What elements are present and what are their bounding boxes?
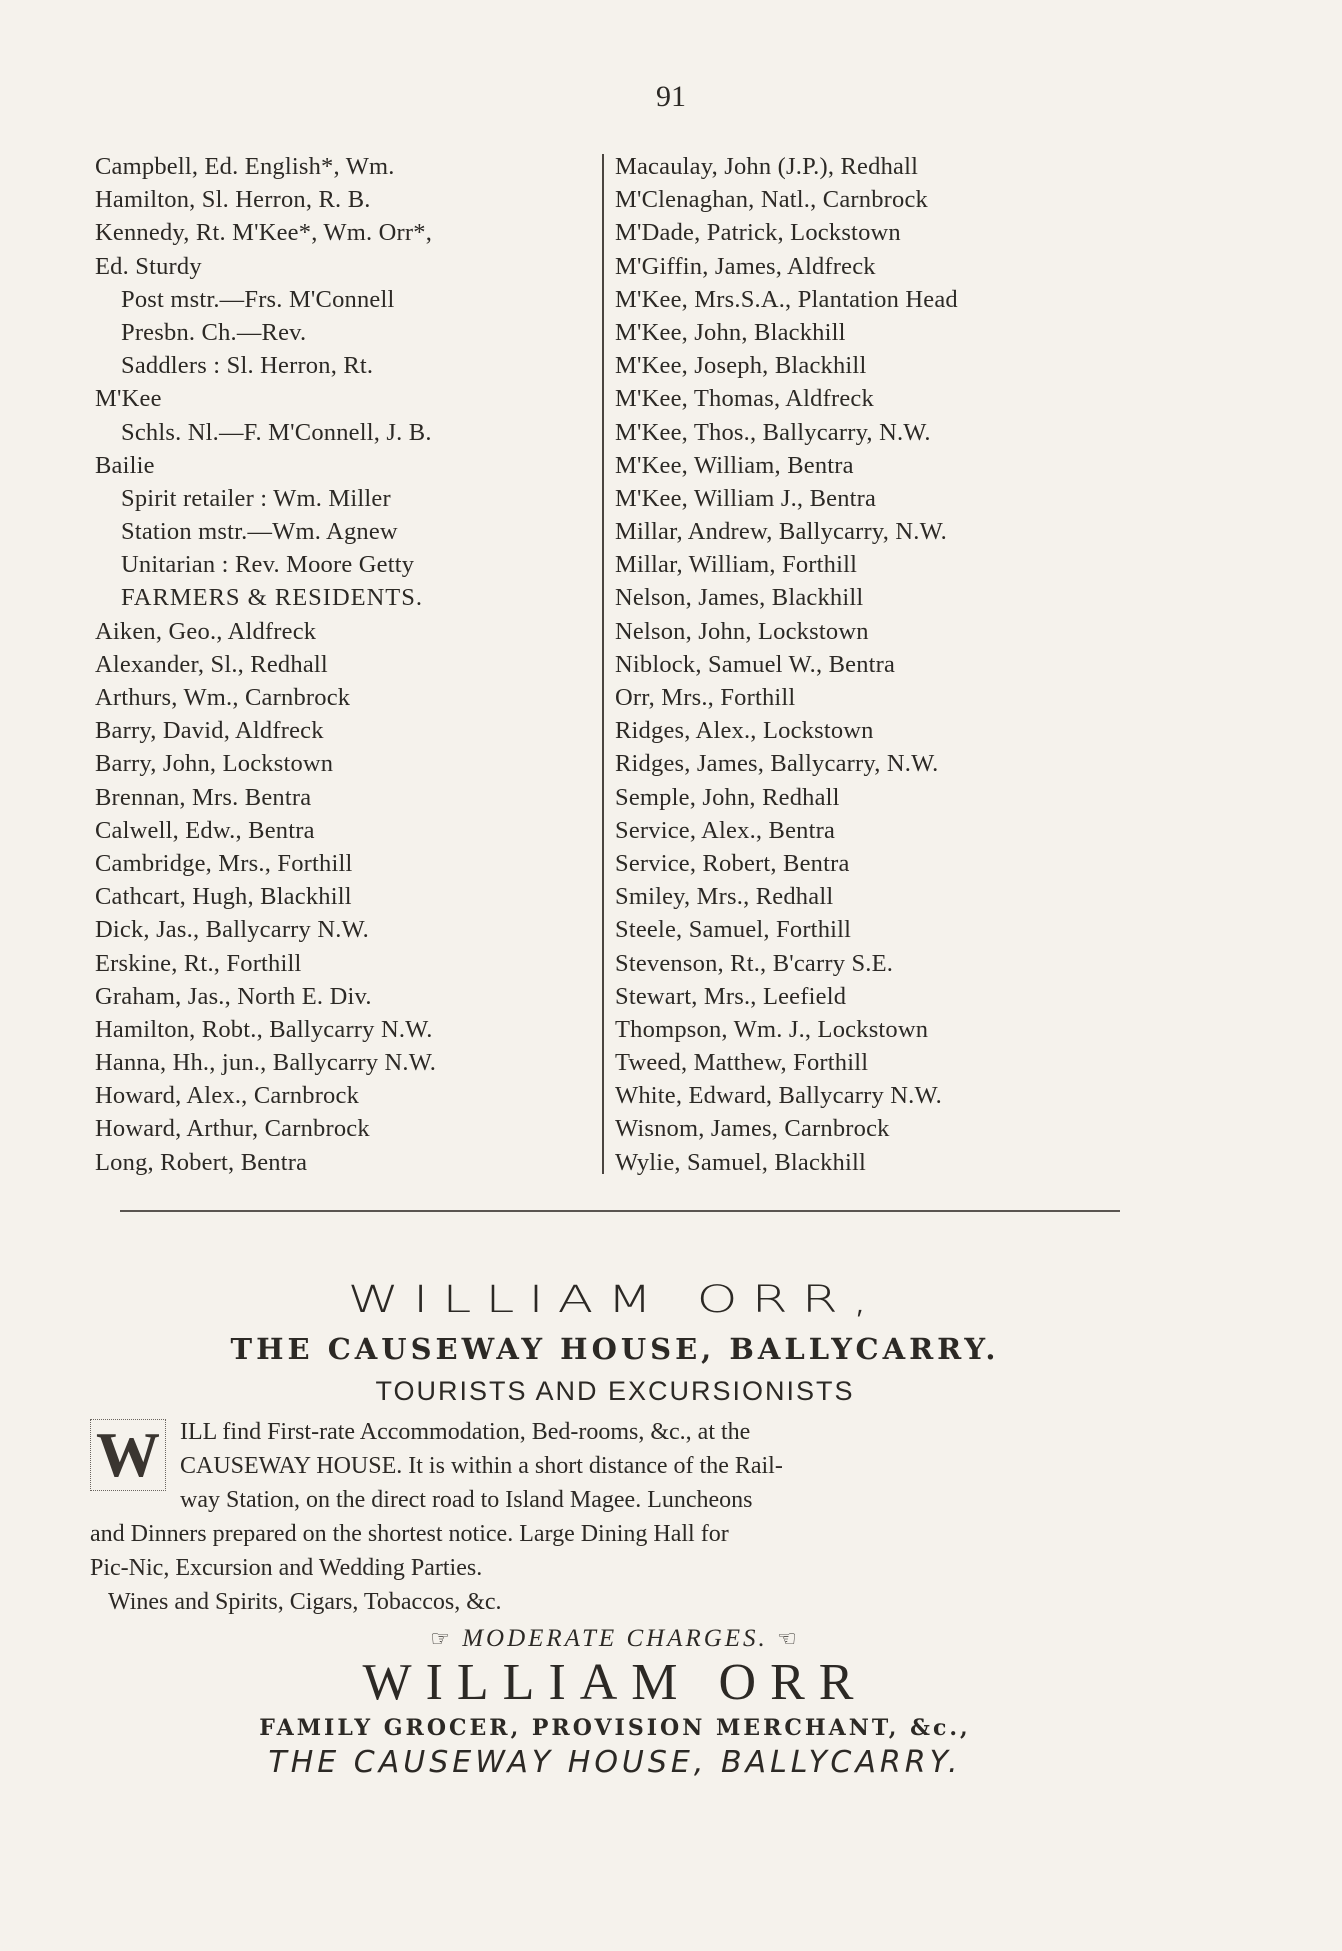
left-column bbox=[95, 150, 595, 1179]
directory-entry: Unitarian : Rev. Moore Getty bbox=[121, 551, 415, 579]
section-heading: FARMERS & RESIDENTS. bbox=[121, 584, 424, 612]
directory-entry: Smiley, Mrs., Redhall bbox=[615, 883, 834, 911]
directory-entry: Ed. Sturdy bbox=[95, 252, 202, 280]
right-column bbox=[615, 150, 1125, 1179]
advert-moderate-charges bbox=[90, 1625, 1140, 1653]
directory-entry: Howard, Alex., Carnbrock bbox=[95, 1082, 360, 1110]
directory-entry: White, Edward, Ballycarry N.W. bbox=[615, 1082, 942, 1110]
directory-entry: Cathcart, Hugh, Blackhill bbox=[95, 883, 352, 911]
directory-entry: Saddlers : Sl. Herron, Rt. bbox=[121, 352, 374, 380]
pointing-hand-icon: ☞ bbox=[430, 1626, 453, 1651]
directory-entry: Orr, Mrs., Forthill bbox=[615, 684, 796, 711]
directory-entry: Thompson, Wm. J., Lockstown bbox=[615, 1015, 929, 1043]
advert-name-display: WILLIAM ORR, bbox=[347, 1278, 883, 1322]
directory-entry: Howard, Arthur, Carnbrock bbox=[95, 1115, 370, 1143]
dropcap-letter: W bbox=[90, 1419, 166, 1491]
advertisement bbox=[90, 1270, 1140, 1780]
directory-entry: M'Kee, John, Blackhill bbox=[615, 318, 846, 346]
directory-entry: Graham, Jas., North E. Div. bbox=[95, 982, 372, 1010]
directory-entry: M'Kee, Thomas, Aldfreck bbox=[615, 385, 874, 413]
directory-entry: Kennedy, Rt. M'Kee*, Wm. Orr*, bbox=[95, 219, 433, 247]
directory-entry: Macaulay, John (J.P.), Redhall bbox=[615, 153, 919, 180]
directory-entry: Service, Alex., Bentra bbox=[615, 816, 836, 844]
advert-body-line: Pic-Nic, Excursion and Wedding Parties. bbox=[90, 1555, 483, 1581]
directory-entry: Hamilton, Robt., Ballycarry N.W. bbox=[95, 1015, 433, 1043]
directory-entry: Service, Robert, Bentra bbox=[615, 849, 850, 877]
directory-entry: Post mstr.—Frs. M'Connell bbox=[121, 285, 395, 313]
advert-body-line: ILL find First-rate Accommodation, Bed-rooms, &c., at the bbox=[180, 1419, 751, 1445]
moderate-charges-text: MODERATE CHARGES. bbox=[462, 1625, 768, 1652]
directory-entry: Aiken, Geo., Aldfreck bbox=[95, 617, 317, 645]
directory-entry: Cambridge, Mrs., Forthill bbox=[95, 849, 353, 877]
advert-body-line: and Dinners prepared on the shortest notice. Large Dining Hall for bbox=[90, 1521, 729, 1547]
advert-grocer-line: FAMILY GROCER, PROVISION MERCHANT, &c., bbox=[259, 1715, 971, 1741]
directory-entry: Bailie bbox=[95, 451, 155, 479]
advert-subtitle: THE CAUSEWAY HOUSE, BALLYCARRY. bbox=[230, 1332, 1000, 1366]
directory-entry: M'Kee, William, Bentra bbox=[615, 451, 854, 479]
page-number: 91 bbox=[656, 80, 686, 113]
directory-entry: Schls. Nl.—F. M'Connell, J. B. bbox=[121, 418, 432, 446]
directory-entry: Calwell, Edw., Bentra bbox=[95, 816, 315, 844]
directory-entry: Arthurs, Wm., Carnbrock bbox=[95, 684, 351, 711]
advert-tourists-heading: TOURISTS AND EXCURSIONISTS bbox=[375, 1376, 855, 1406]
directory-entry: Long, Robert, Bentra bbox=[95, 1148, 308, 1176]
pointing-hand-icon: ☜ bbox=[777, 1626, 800, 1651]
advert-body-line: way Station, on the direct road to Island Magee. Luncheons bbox=[180, 1487, 753, 1513]
directory-entry: Barry, David, Aldfreck bbox=[95, 717, 324, 745]
advert-wines-line: Wines and Spirits, Cigars, Tobaccos, &c. bbox=[108, 1589, 502, 1615]
column-divider bbox=[602, 154, 604, 1174]
directory-entry: Stewart, Mrs., Leefield bbox=[615, 982, 847, 1010]
directory-entry: Millar, Andrew, Ballycarry, N.W. bbox=[615, 518, 948, 546]
directory-entry: M'Kee, Mrs.S.A., Plantation Head bbox=[615, 285, 958, 313]
directory-entry: Ridges, Alex., Lockstown bbox=[615, 717, 874, 745]
advert-name-plain: WILLIAM ORR bbox=[362, 1654, 868, 1711]
directory-entry: Hamilton, Sl. Herron, R. B. bbox=[95, 186, 371, 214]
directory-entry: M'Kee bbox=[95, 385, 162, 413]
directory-entry: Nelson, James, Blackhill bbox=[615, 584, 864, 612]
directory-entry: M'Kee, Joseph, Blackhill bbox=[615, 352, 867, 380]
directory-entry: Wylie, Samuel, Blackhill bbox=[615, 1148, 866, 1176]
horizontal-rule bbox=[120, 1210, 1120, 1212]
directory-entry: M'Clenaghan, Natl., Carnbrock bbox=[615, 186, 928, 214]
directory-entry: Semple, John, Redhall bbox=[615, 783, 840, 811]
directory-entry: M'Kee, Thos., Ballycarry, N.W. bbox=[615, 418, 931, 446]
directory-entry: Ridges, James, Ballycarry, N.W. bbox=[615, 750, 939, 778]
advert-body-line: CAUSEWAY HOUSE. It is within a short distance of the Rail- bbox=[180, 1453, 783, 1479]
directory-entry: Tweed, Matthew, Forthill bbox=[615, 1049, 869, 1077]
advert-body bbox=[90, 1415, 1140, 1619]
directory-entry: Niblock, Samuel W., Bentra bbox=[615, 650, 896, 678]
advert-footer: THE CAUSEWAY HOUSE, BALLYCARRY. bbox=[268, 1745, 962, 1780]
directory-entry: Wisnom, James, Carnbrock bbox=[615, 1115, 890, 1143]
directory-entry: Hanna, Hh., jun., Ballycarry N.W. bbox=[95, 1049, 437, 1077]
directory-entry: Presbn. Ch.—Rev. bbox=[121, 318, 307, 346]
directory-entry: Erskine, Rt., Forthill bbox=[95, 949, 302, 977]
directory-entry: Brennan, Mrs. Bentra bbox=[95, 783, 312, 811]
directory-entry: M'Dade, Patrick, Lockstown bbox=[615, 219, 901, 247]
directory-entry: Millar, William, Forthill bbox=[615, 551, 858, 579]
directory-entry: Station mstr.—Wm. Agnew bbox=[121, 518, 398, 546]
directory-entry: Campbell, Ed. English*, Wm. bbox=[95, 153, 395, 180]
directory-entry: Stevenson, Rt., B'carry S.E. bbox=[615, 949, 894, 977]
directory-entry: Alexander, Sl., Redhall bbox=[95, 650, 328, 678]
directory-entry: M'Giffin, James, Aldfreck bbox=[615, 252, 876, 280]
directory-entry: Spirit retailer : Wm. Miller bbox=[121, 484, 391, 512]
directory-entry: Nelson, John, Lockstown bbox=[615, 617, 869, 645]
directory-entry: Barry, John, Lockstown bbox=[95, 750, 334, 778]
directory-entry: M'Kee, William J., Bentra bbox=[615, 484, 877, 512]
directory-columns bbox=[95, 150, 1095, 1180]
directory-entry: Dick, Jas., Ballycarry N.W. bbox=[95, 916, 369, 944]
directory-entry: Steele, Samuel, Forthill bbox=[615, 916, 852, 944]
